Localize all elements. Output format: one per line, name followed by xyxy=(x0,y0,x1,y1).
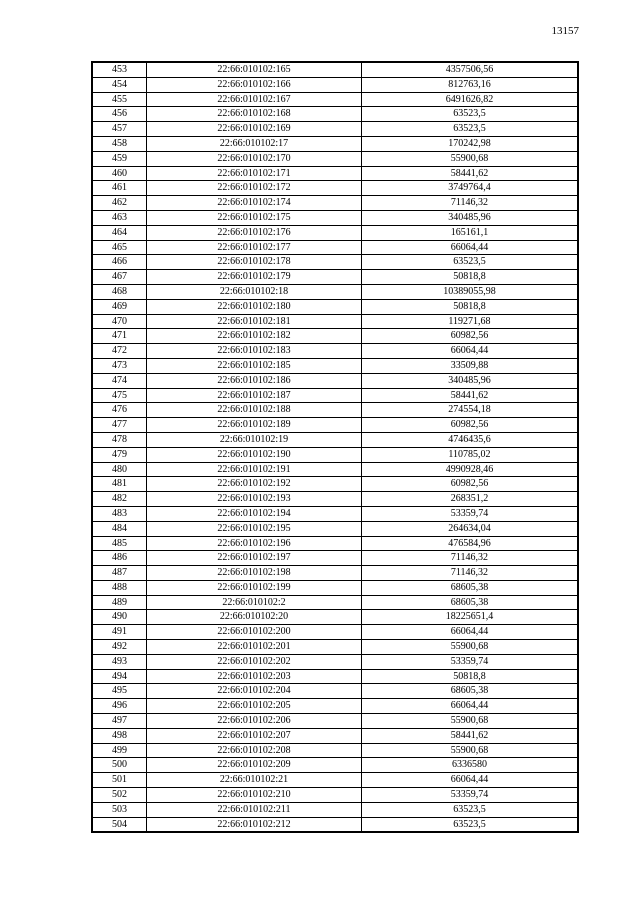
row-number-cell: 489 xyxy=(93,595,147,610)
cadastral-number-cell: 22:66:010102:177 xyxy=(147,240,362,255)
cadastral-number-cell: 22:66:010102:189 xyxy=(147,418,362,433)
table-row xyxy=(93,654,578,669)
row-number-cell: 459 xyxy=(93,151,147,166)
table-row xyxy=(93,107,578,122)
row-number-cell: 470 xyxy=(93,314,147,329)
value-cell: 58441,62 xyxy=(362,388,578,403)
cadastral-number-cell: 22:66:010102:193 xyxy=(147,492,362,507)
cadastral-number-cell: 22:66:010102:176 xyxy=(147,225,362,240)
cadastral-number-cell: 22:66:010102:171 xyxy=(147,166,362,181)
table-row xyxy=(93,566,578,581)
table-row xyxy=(93,329,578,344)
cadastral-number-cell: 22:66:010102:2 xyxy=(147,595,362,610)
cadastral-number-cell: 22:66:010102:18 xyxy=(147,284,362,299)
table-row xyxy=(93,358,578,373)
table-row xyxy=(93,743,578,758)
value-cell: 68605,38 xyxy=(362,580,578,595)
cadastral-number-cell: 22:66:010102:178 xyxy=(147,255,362,270)
cadastral-number-cell: 22:66:010102:169 xyxy=(147,122,362,137)
table-row xyxy=(93,492,578,507)
cadastral-number-cell: 22:66:010102:199 xyxy=(147,580,362,595)
value-cell: 4746435,6 xyxy=(362,432,578,447)
cadastral-number-cell: 22:66:010102:206 xyxy=(147,714,362,729)
row-number-cell: 471 xyxy=(93,329,147,344)
row-number-cell: 502 xyxy=(93,788,147,803)
row-number-cell: 494 xyxy=(93,669,147,684)
value-cell: 33509,88 xyxy=(362,358,578,373)
value-cell: 340485,96 xyxy=(362,210,578,225)
cadastral-number-cell: 22:66:010102:207 xyxy=(147,728,362,743)
cadastral-number-cell: 22:66:010102:186 xyxy=(147,373,362,388)
cadastral-number-cell: 22:66:010102:211 xyxy=(147,802,362,817)
value-cell: 66064,44 xyxy=(362,344,578,359)
row-number-cell: 499 xyxy=(93,743,147,758)
row-number-cell: 467 xyxy=(93,270,147,285)
value-cell: 812763,16 xyxy=(362,77,578,92)
cadastral-number-cell: 22:66:010102:168 xyxy=(147,107,362,122)
cadastral-number-cell: 22:66:010102:166 xyxy=(147,77,362,92)
row-number-cell: 482 xyxy=(93,492,147,507)
table-row xyxy=(93,270,578,285)
value-cell: 165161,1 xyxy=(362,225,578,240)
cadastral-number-cell: 22:66:010102:167 xyxy=(147,92,362,107)
cadastral-number-cell: 22:66:010102:20 xyxy=(147,610,362,625)
cadastral-number-cell: 22:66:010102:175 xyxy=(147,210,362,225)
cadastral-number-cell: 22:66:010102:179 xyxy=(147,270,362,285)
row-number-cell: 472 xyxy=(93,344,147,359)
value-cell: 71146,32 xyxy=(362,566,578,581)
page-number: 13157 xyxy=(551,25,579,37)
table-row xyxy=(93,580,578,595)
value-cell: 6336580 xyxy=(362,758,578,773)
row-number-cell: 497 xyxy=(93,714,147,729)
value-cell: 4990928,46 xyxy=(362,462,578,477)
cadastral-number-cell: 22:66:010102:181 xyxy=(147,314,362,329)
cadastral-number-cell: 22:66:010102:205 xyxy=(147,699,362,714)
cadastral-number-cell: 22:66:010102:182 xyxy=(147,329,362,344)
value-cell: 71146,32 xyxy=(362,551,578,566)
value-cell: 58441,62 xyxy=(362,166,578,181)
cadastral-number-cell: 22:66:010102:183 xyxy=(147,344,362,359)
cadastral-number-cell: 22:66:010102:196 xyxy=(147,536,362,551)
cadastral-number-cell: 22:66:010102:195 xyxy=(147,521,362,536)
table-row xyxy=(93,240,578,255)
table-row xyxy=(93,714,578,729)
cadastral-number-cell: 22:66:010102:200 xyxy=(147,625,362,640)
value-cell: 60982,56 xyxy=(362,477,578,492)
value-cell: 53359,74 xyxy=(362,654,578,669)
row-number-cell: 461 xyxy=(93,181,147,196)
value-cell: 55900,68 xyxy=(362,743,578,758)
row-number-cell: 483 xyxy=(93,506,147,521)
value-cell: 60982,56 xyxy=(362,418,578,433)
table-row xyxy=(93,344,578,359)
value-cell: 3749764,4 xyxy=(362,181,578,196)
table-row xyxy=(93,758,578,773)
row-number-cell: 462 xyxy=(93,196,147,211)
cadastral-number-cell: 22:66:010102:202 xyxy=(147,654,362,669)
row-number-cell: 492 xyxy=(93,640,147,655)
table-row xyxy=(93,625,578,640)
cadastral-number-cell: 22:66:010102:198 xyxy=(147,566,362,581)
row-number-cell: 487 xyxy=(93,566,147,581)
table-row xyxy=(93,817,578,832)
row-number-cell: 478 xyxy=(93,432,147,447)
cadastral-number-cell: 22:66:010102:188 xyxy=(147,403,362,418)
value-cell: 4357506,56 xyxy=(362,63,578,78)
row-number-cell: 490 xyxy=(93,610,147,625)
cadastral-number-cell: 22:66:010102:210 xyxy=(147,788,362,803)
row-number-cell: 473 xyxy=(93,358,147,373)
table-row xyxy=(93,462,578,477)
row-number-cell: 456 xyxy=(93,107,147,122)
row-number-cell: 464 xyxy=(93,225,147,240)
value-cell: 10389055,98 xyxy=(362,284,578,299)
row-number-cell: 474 xyxy=(93,373,147,388)
table-row xyxy=(93,225,578,240)
table-row xyxy=(93,669,578,684)
cadastral-number-cell: 22:66:010102:165 xyxy=(147,63,362,78)
table-row xyxy=(93,551,578,566)
table-row xyxy=(93,77,578,92)
value-cell: 476584,96 xyxy=(362,536,578,551)
table-row xyxy=(93,418,578,433)
row-number-cell: 496 xyxy=(93,699,147,714)
row-number-cell: 484 xyxy=(93,521,147,536)
row-number-cell: 465 xyxy=(93,240,147,255)
value-cell: 66064,44 xyxy=(362,773,578,788)
value-cell: 60982,56 xyxy=(362,329,578,344)
value-cell: 53359,74 xyxy=(362,788,578,803)
row-number-cell: 498 xyxy=(93,728,147,743)
table-row xyxy=(93,477,578,492)
row-number-cell: 488 xyxy=(93,580,147,595)
data-table xyxy=(92,62,578,832)
table-row xyxy=(93,122,578,137)
cadastral-number-cell: 22:66:010102:180 xyxy=(147,299,362,314)
table-row xyxy=(93,63,578,78)
row-number-cell: 479 xyxy=(93,447,147,462)
cadastral-number-cell: 22:66:010102:190 xyxy=(147,447,362,462)
table-row xyxy=(93,92,578,107)
row-number-cell: 486 xyxy=(93,551,147,566)
value-cell: 119271,68 xyxy=(362,314,578,329)
table-row xyxy=(93,802,578,817)
row-number-cell: 453 xyxy=(93,63,147,78)
cadastral-number-cell: 22:66:010102:170 xyxy=(147,151,362,166)
value-cell: 18225651,4 xyxy=(362,610,578,625)
row-number-cell: 485 xyxy=(93,536,147,551)
table-row xyxy=(93,728,578,743)
table-row xyxy=(93,196,578,211)
row-number-cell: 469 xyxy=(93,299,147,314)
value-cell: 66064,44 xyxy=(362,625,578,640)
table-row xyxy=(93,255,578,270)
table-row xyxy=(93,403,578,418)
table-row xyxy=(93,447,578,462)
value-cell: 66064,44 xyxy=(362,699,578,714)
cadastral-number-cell: 22:66:010102:201 xyxy=(147,640,362,655)
row-number-cell: 466 xyxy=(93,255,147,270)
cadastral-number-cell: 22:66:010102:187 xyxy=(147,388,362,403)
row-number-cell: 481 xyxy=(93,477,147,492)
row-number-cell: 468 xyxy=(93,284,147,299)
row-number-cell: 463 xyxy=(93,210,147,225)
value-cell: 63523,5 xyxy=(362,122,578,137)
value-cell: 110785,02 xyxy=(362,447,578,462)
table-row xyxy=(93,210,578,225)
value-cell: 268351,2 xyxy=(362,492,578,507)
value-cell: 170242,98 xyxy=(362,136,578,151)
value-cell: 50818,8 xyxy=(362,299,578,314)
cadastral-number-cell: 22:66:010102:212 xyxy=(147,817,362,832)
table-row xyxy=(93,773,578,788)
cadastral-number-cell: 22:66:010102:204 xyxy=(147,684,362,699)
value-cell: 50818,8 xyxy=(362,270,578,285)
table-row xyxy=(93,640,578,655)
row-number-cell: 503 xyxy=(93,802,147,817)
table-row xyxy=(93,299,578,314)
value-cell: 264634,04 xyxy=(362,521,578,536)
table-row xyxy=(93,373,578,388)
table-row xyxy=(93,388,578,403)
cadastral-number-cell: 22:66:010102:208 xyxy=(147,743,362,758)
value-cell: 63523,5 xyxy=(362,802,578,817)
value-cell: 63523,5 xyxy=(362,817,578,832)
table-body xyxy=(93,63,578,832)
cadastral-number-cell: 22:66:010102:17 xyxy=(147,136,362,151)
value-cell: 68605,38 xyxy=(362,595,578,610)
cadastral-number-cell: 22:66:010102:194 xyxy=(147,506,362,521)
row-number-cell: 475 xyxy=(93,388,147,403)
row-number-cell: 504 xyxy=(93,817,147,832)
row-number-cell: 501 xyxy=(93,773,147,788)
row-number-cell: 495 xyxy=(93,684,147,699)
value-cell: 63523,5 xyxy=(362,255,578,270)
table-row xyxy=(93,314,578,329)
cadastral-number-cell: 22:66:010102:19 xyxy=(147,432,362,447)
row-number-cell: 491 xyxy=(93,625,147,640)
table-row xyxy=(93,536,578,551)
table-row xyxy=(93,610,578,625)
cadastral-number-cell: 22:66:010102:172 xyxy=(147,181,362,196)
table-row xyxy=(93,684,578,699)
row-number-cell: 476 xyxy=(93,403,147,418)
value-cell: 68605,38 xyxy=(362,684,578,699)
row-number-cell: 455 xyxy=(93,92,147,107)
cadastral-number-cell: 22:66:010102:203 xyxy=(147,669,362,684)
table-row xyxy=(93,181,578,196)
row-number-cell: 454 xyxy=(93,77,147,92)
table-row xyxy=(93,432,578,447)
row-number-cell: 458 xyxy=(93,136,147,151)
value-cell: 63523,5 xyxy=(362,107,578,122)
cadastral-number-cell: 22:66:010102:209 xyxy=(147,758,362,773)
row-number-cell: 480 xyxy=(93,462,147,477)
table-row xyxy=(93,788,578,803)
table-row xyxy=(93,521,578,536)
value-cell: 66064,44 xyxy=(362,240,578,255)
table-row xyxy=(93,166,578,181)
value-cell: 55900,68 xyxy=(362,151,578,166)
cadastral-number-cell: 22:66:010102:174 xyxy=(147,196,362,211)
value-cell: 58441,62 xyxy=(362,728,578,743)
value-cell: 71146,32 xyxy=(362,196,578,211)
cadastral-number-cell: 22:66:010102:191 xyxy=(147,462,362,477)
value-cell: 6491626,82 xyxy=(362,92,578,107)
table-row xyxy=(93,151,578,166)
row-number-cell: 460 xyxy=(93,166,147,181)
value-cell: 274554,18 xyxy=(362,403,578,418)
cadastral-number-cell: 22:66:010102:197 xyxy=(147,551,362,566)
row-number-cell: 457 xyxy=(93,122,147,137)
cadastral-number-cell: 22:66:010102:21 xyxy=(147,773,362,788)
cadastral-number-cell: 22:66:010102:185 xyxy=(147,358,362,373)
value-cell: 55900,68 xyxy=(362,714,578,729)
table-row xyxy=(93,699,578,714)
cadastral-number-cell: 22:66:010102:192 xyxy=(147,477,362,492)
value-cell: 53359,74 xyxy=(362,506,578,521)
value-cell: 55900,68 xyxy=(362,640,578,655)
table-row xyxy=(93,136,578,151)
row-number-cell: 500 xyxy=(93,758,147,773)
row-number-cell: 493 xyxy=(93,654,147,669)
table-row xyxy=(93,506,578,521)
row-number-cell: 477 xyxy=(93,418,147,433)
table-row xyxy=(93,284,578,299)
value-cell: 50818,8 xyxy=(362,669,578,684)
table-row xyxy=(93,595,578,610)
value-cell: 340485,96 xyxy=(362,373,578,388)
